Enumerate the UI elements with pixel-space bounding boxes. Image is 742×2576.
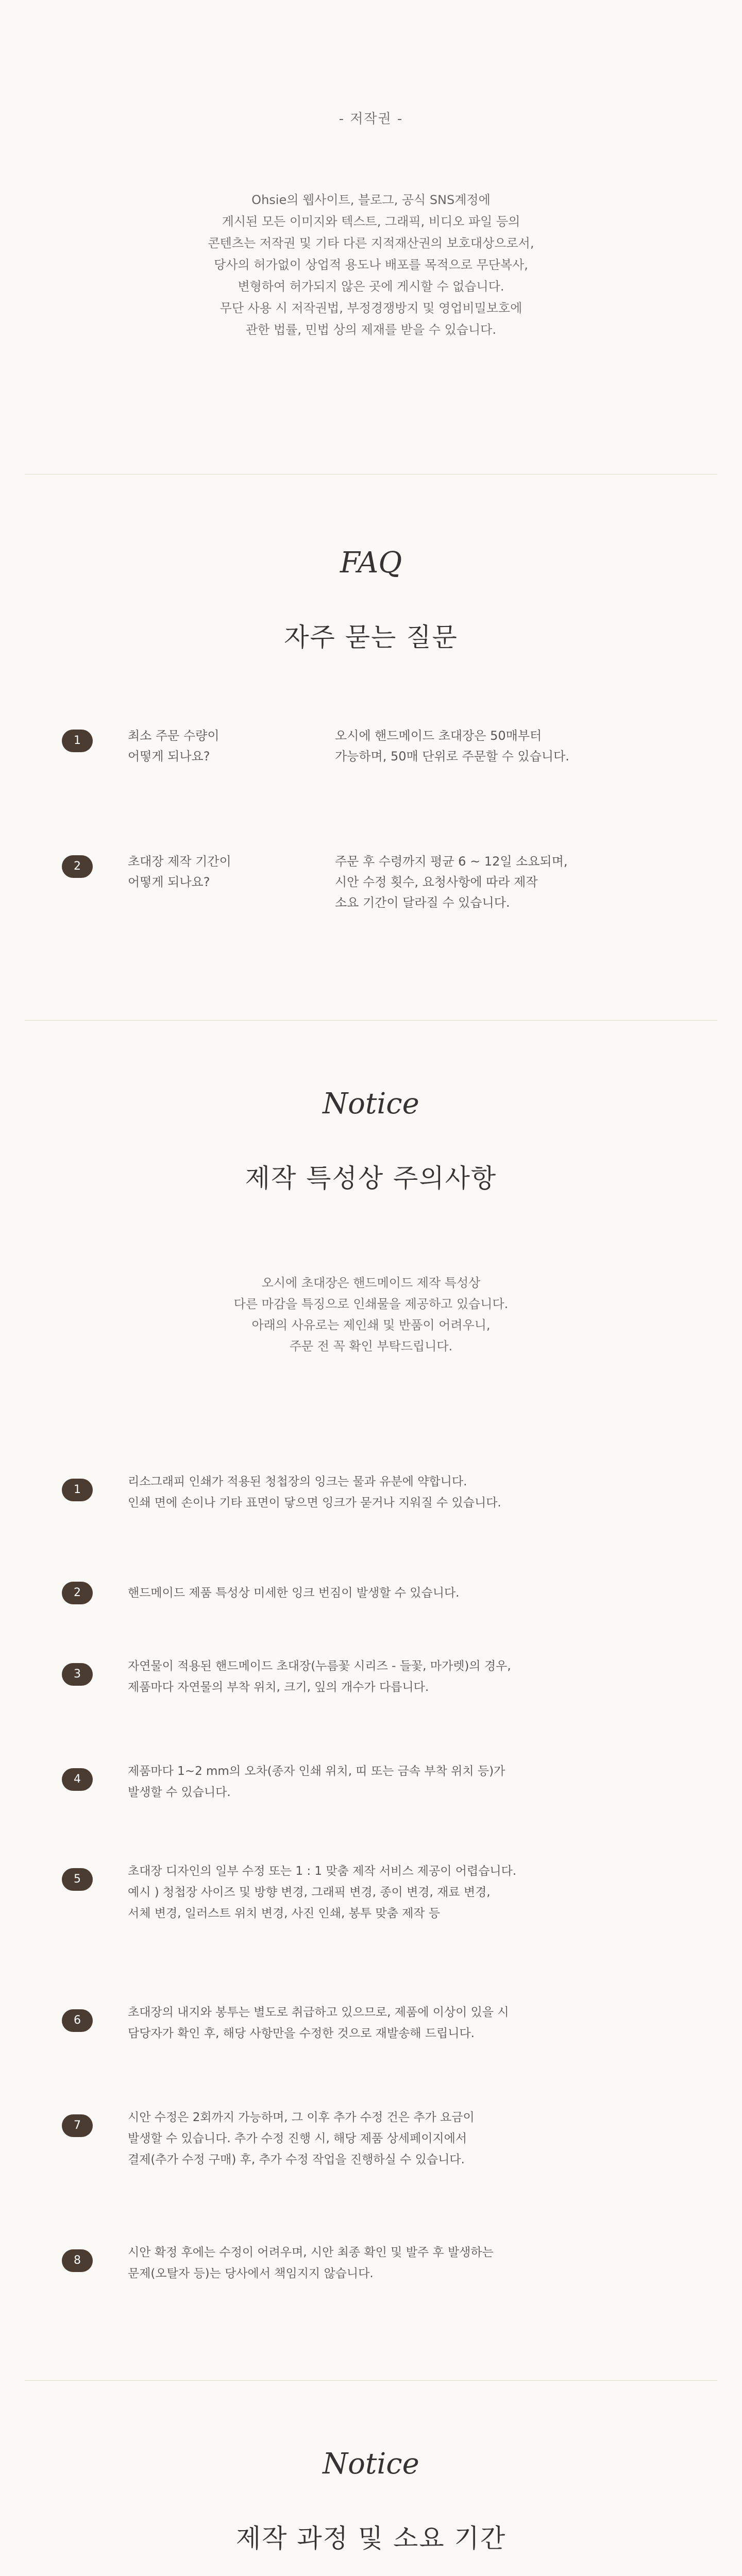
notice-process-title: 제작 과정 및 소요 기간: [235, 2523, 507, 2553]
divider: [25, 1020, 717, 1021]
caution-text: 초대장 디자인의 일부 수정 또는 1 : 1 맞춤 제작 서비스 제공이 어렵습니다. 예시 ) 청첩장 사이즈 및 방향 변경, 그래픽 변경, 종이 변경, 재료 변경, 서체 변경, 일러스트 위치 변경, 사진 인쇄, 봉투 맞춤 제작 등: [128, 1865, 517, 1920]
caution-number-badge: 4: [62, 1768, 93, 1791]
faq-question: 최소 주문 수량이 어떻게 되나요?: [128, 728, 220, 764]
caution-text: 핸드메이드 제품 특성상 미세한 잉크 번짐이 발생할 수 있습니다.: [128, 1586, 460, 1600]
caution-text: 제품마다 1~2 mm의 오차(종자 인쇄 위치, 띠 또는 금속 부착 위치 등)가 발생할 수 있습니다.: [128, 1765, 505, 1799]
caution-number-badge: 5: [62, 1868, 93, 1891]
notice-cautions-intro: 오시에 초대장은 핸드메이드 제작 특성상 다른 마감을 특징으로 인쇄물을 제공하고 있습니다. 아래의 사유로는 제인쇄 및 반품이 어려우니, 주문 전 꼭 확인 부탁드립니다.: [233, 1276, 509, 1353]
caution-number-badge: 7: [62, 2114, 93, 2137]
faq-number-badge: 2: [62, 855, 93, 878]
faq-answer: 주문 후 수령까지 평균 6 ~ 12일 소요되며, 시안 수정 횟수, 요청사항에 따라 제작 소요 기간이 달라질 수 있습니다.: [335, 854, 568, 910]
caution-text: 시안 수정은 2회까지 가능하며, 그 이후 추가 수정 건은 추가 요금이 발생할 수 있습니다. 추가 수정 진행 시, 해당 제품 상세페이지에서 결제(추가 수정 구매) 후, 추가 수정 작업을 진행하실 수 있습니다.: [128, 2111, 475, 2166]
notice-process-header: [0, 2447, 742, 2555]
copyright-section: [0, 108, 742, 341]
divider: [25, 2380, 717, 2381]
faq-eng-title: FAQ: [340, 546, 402, 580]
caution-text: 초대장의 내지와 봉투는 별도로 취급하고 있으므로, 제품에 이상이 있을 시 담당자가 확인 후, 해당 사항만을 수정한 것으로 재발송해 드립니다.: [128, 2006, 509, 2040]
caution-number-badge: 1: [62, 1479, 93, 1501]
caution-number-badge: 2: [62, 1582, 93, 1604]
faq-answer: 오시에 핸드메이드 초대장은 50매부터 가능하며, 50매 단위로 주문할 수 있습니다.: [335, 728, 569, 764]
notice-eng-title: Notice: [323, 1087, 419, 1121]
caution-text: 시안 확정 후에는 수정이 어려우며, 시안 최종 확인 및 발주 후 발생하는 문제(오탈자 등)는 당사에서 책임지지 않습니다.: [128, 2246, 494, 2280]
notice-cautions-intro-wrap: [0, 1273, 742, 1357]
faq-header: [0, 546, 742, 654]
copyright-heading: - 저작권 -: [339, 111, 403, 127]
faq-number-badge: 1: [62, 730, 93, 752]
faq-question: 초대장 제작 기간이 어떻게 되나요?: [128, 854, 231, 889]
notice-eng-title: Notice: [323, 2447, 419, 2481]
notice-cautions-header: [0, 1087, 742, 1195]
notice-cautions-title: 제작 특성상 주의사항: [245, 1163, 497, 1193]
caution-number-badge: 3: [62, 1663, 93, 1686]
copyright-body: Ohsie의 웹사이트, 블로그, 공식 SNS계정에 게시된 모든 이미지와 텍스트, 그래픽, 비디오 파일 등의 콘텐츠는 저작권 및 기타 다른 지적재산권의 보호대상으로서, 당사의 허가없이 상업적 용도나 배포를 목적으로 무단복사, 변형하여 허가되지 않은 곳에 게시할 수 없습니다. 무단 사용 시 저작권법, 부정경쟁방지 및 영업비밀보호에 관한 법률, 민법 상의 제재를 받을 수 있습니다.: [208, 193, 534, 337]
faq-title: 자주 묻는 질문: [284, 622, 458, 652]
caution-number-badge: 6: [62, 2009, 93, 2032]
caution-text: 자연물이 적용된 핸드메이드 초대장(누름꽃 시리즈 - 들꽃, 마가렛)의 경우, 제품마다 자연물의 부착 위치, 크기, 잎의 개수가 다릅니다.: [128, 1659, 511, 1694]
caution-number-badge: 8: [62, 2249, 93, 2272]
caution-text: 리소그래피 인쇄가 적용된 청첩장의 잉크는 물과 유분에 약합니다. 인쇄 면에 손이나 기타 표면이 닿으면 잉크가 묻거나 지워질 수 있습니다.: [128, 1475, 501, 1510]
